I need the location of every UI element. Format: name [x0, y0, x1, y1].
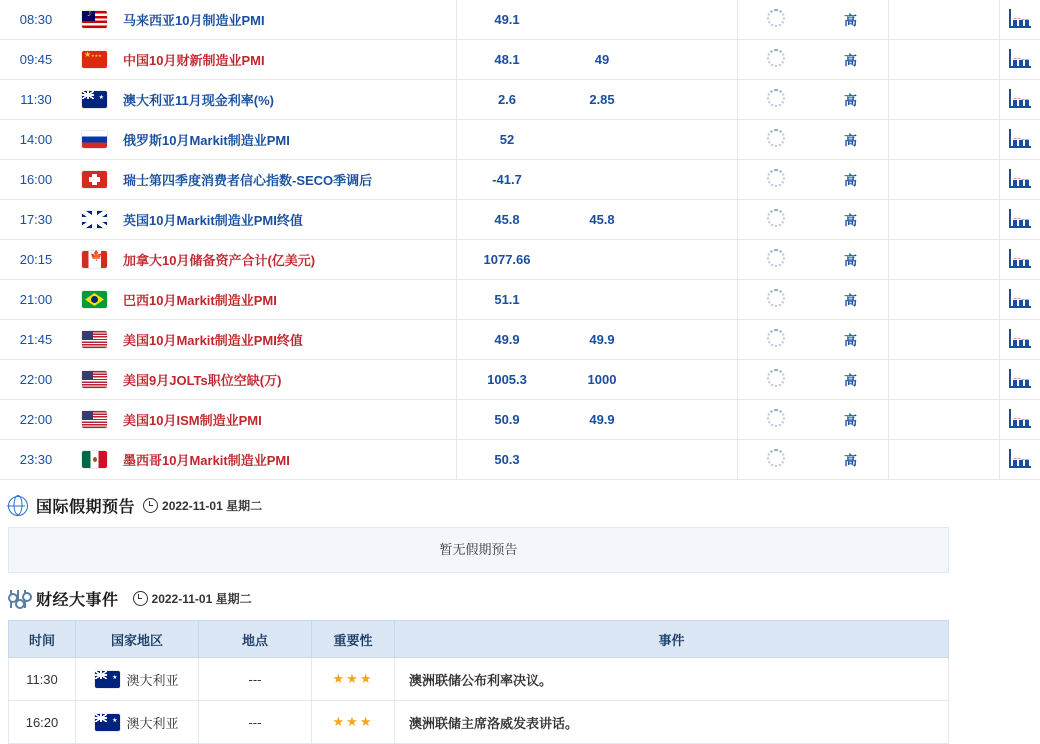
row-importance: 高 — [813, 160, 889, 200]
row-forecast — [557, 240, 647, 280]
row-actual: 52 — [457, 120, 558, 160]
flag-icon-ch — [82, 171, 107, 188]
chart-icon[interactable] — [1009, 9, 1031, 28]
row-time: 16:00 — [0, 160, 72, 200]
holiday-section-date — [143, 497, 262, 514]
importance-stars: ★★★ — [333, 714, 374, 729]
holiday-section-title: 国际假期预告 — [36, 494, 135, 517]
event-country-cell — [76, 701, 199, 744]
financial-events-table — [8, 620, 949, 744]
row-time: 22:00 — [0, 400, 72, 440]
chart-icon[interactable] — [1009, 89, 1031, 108]
row-previous — [647, 120, 738, 160]
row-previous — [647, 440, 738, 480]
row-blank-cell — [889, 240, 1000, 280]
event-link[interactable]: 美国10月Markit制造业PMI终值 — [123, 333, 303, 348]
row-blank-cell — [889, 320, 1000, 360]
row-chart-cell[interactable] — [1000, 200, 1040, 240]
flag-icon-my — [82, 11, 107, 28]
table-row — [9, 658, 949, 701]
row-loading-cell — [738, 400, 814, 440]
row-time: 14:00 — [0, 120, 72, 160]
row-actual: -41.7 — [457, 160, 558, 200]
row-forecast: 49 — [557, 40, 647, 80]
row-loading-cell — [738, 80, 814, 120]
row-forecast — [557, 120, 647, 160]
row-event-cell[interactable] — [117, 400, 457, 440]
loading-spinner-icon — [767, 209, 785, 227]
row-blank-cell — [889, 440, 1000, 480]
globe-icon — [8, 496, 28, 516]
loading-spinner-icon — [767, 289, 785, 307]
loading-spinner-icon — [767, 409, 785, 427]
holiday-date-text: 2022-11-01 星期二 — [162, 497, 262, 514]
chart-icon[interactable] — [1009, 129, 1031, 148]
row-actual: 51.1 — [457, 280, 558, 320]
loading-spinner-icon — [767, 49, 785, 67]
row-event-cell[interactable] — [117, 80, 457, 120]
row-event-cell[interactable] — [117, 120, 457, 160]
row-previous — [647, 240, 738, 280]
flag-icon-ru — [82, 131, 107, 148]
row-chart-cell[interactable] — [1000, 40, 1040, 80]
row-time: 11:30 — [0, 80, 72, 120]
event-time: 11:30 — [9, 658, 76, 701]
events-section-title: 财经大事件 — [36, 587, 119, 610]
flag-icon-br — [82, 291, 107, 308]
table-row — [0, 80, 1040, 120]
row-time: 23:30 — [0, 440, 72, 480]
holiday-section-header — [0, 480, 957, 527]
row-previous — [647, 200, 738, 240]
event-link[interactable]: 墨西哥10月Markit制造业PMI — [123, 453, 290, 468]
event-place: --- — [199, 658, 312, 701]
event-importance-cell — [312, 701, 395, 744]
row-previous — [647, 320, 738, 360]
events-header-time: 时间 — [9, 621, 76, 658]
flag-icon-gb — [82, 211, 107, 228]
row-flag-cell — [72, 40, 117, 80]
row-importance: 高 — [813, 80, 889, 120]
row-blank-cell — [889, 120, 1000, 160]
row-loading-cell — [738, 200, 814, 240]
events-header-event: 事件 — [395, 621, 949, 658]
loading-spinner-icon — [767, 449, 785, 467]
loading-spinner-icon — [767, 89, 785, 107]
table-row — [9, 701, 949, 744]
row-loading-cell — [738, 360, 814, 400]
row-chart-cell[interactable] — [1000, 0, 1040, 40]
clock-icon — [133, 591, 148, 606]
row-forecast — [557, 440, 647, 480]
events-header-importance: 重要性 — [312, 621, 395, 658]
row-time: 22:00 — [0, 360, 72, 400]
row-chart-cell[interactable] — [1000, 400, 1040, 440]
chart-icon[interactable] — [1009, 249, 1031, 268]
row-blank-cell — [889, 80, 1000, 120]
row-blank-cell — [889, 360, 1000, 400]
row-actual: 1077.66 — [457, 240, 558, 280]
row-event-cell[interactable] — [117, 280, 457, 320]
event-country-cell — [76, 658, 199, 701]
loading-spinner-icon — [767, 329, 785, 347]
chart-icon[interactable] — [1009, 449, 1031, 468]
row-blank-cell — [889, 280, 1000, 320]
row-blank-cell — [889, 40, 1000, 80]
row-actual: 49.9 — [457, 320, 558, 360]
row-previous — [647, 400, 738, 440]
table-row — [0, 0, 1040, 40]
row-forecast — [557, 160, 647, 200]
row-blank-cell — [889, 160, 1000, 200]
chart-icon[interactable] — [1009, 209, 1031, 228]
event-link[interactable]: 马来西亚10月制造业PMI — [123, 13, 265, 28]
row-time: 09:45 — [0, 40, 72, 80]
row-event-cell[interactable] — [117, 440, 457, 480]
row-forecast: 45.8 — [557, 200, 647, 240]
row-flag-cell — [72, 80, 117, 120]
row-flag-cell — [72, 240, 117, 280]
flag-icon-au — [95, 671, 120, 688]
event-time: 16:20 — [9, 701, 76, 744]
events-section-header — [0, 573, 957, 620]
row-chart-cell[interactable] — [1000, 160, 1040, 200]
row-time: 17:30 — [0, 200, 72, 240]
chart-icon[interactable] — [1009, 409, 1031, 428]
event-importance-cell — [312, 658, 395, 701]
events-header-country: 国家地区 — [76, 621, 199, 658]
row-loading-cell — [738, 320, 814, 360]
row-chart-cell[interactable] — [1000, 120, 1040, 160]
table-row — [0, 280, 1040, 320]
loading-spinner-icon — [767, 169, 785, 187]
table-row — [0, 160, 1040, 200]
row-loading-cell — [738, 240, 814, 280]
row-importance: 高 — [813, 0, 889, 40]
row-chart-cell[interactable] — [1000, 280, 1040, 320]
event-country-label: 澳大利亚 — [126, 713, 178, 732]
importance-stars: ★★★ — [333, 671, 374, 686]
loading-spinner-icon — [767, 249, 785, 267]
table-row — [0, 200, 1040, 240]
event-link[interactable]: 俄罗斯10月Markit制造业PMI — [123, 133, 290, 148]
row-importance: 高 — [813, 440, 889, 480]
row-forecast — [557, 280, 647, 320]
row-previous — [647, 0, 738, 40]
row-event-cell[interactable] — [117, 240, 457, 280]
event-link[interactable]: 瑞士第四季度消费者信心指数-SECO季调后 — [123, 173, 372, 188]
loading-spinner-icon — [767, 9, 785, 27]
event-link[interactable]: 美国10月ISM制造业PMI — [123, 413, 262, 428]
event-link[interactable]: 美国9月JOLTs职位空缺(万) — [123, 373, 281, 388]
row-forecast: 2.85 — [557, 80, 647, 120]
row-actual: 50.3 — [457, 440, 558, 480]
row-actual: 49.1 — [457, 0, 558, 40]
clock-icon — [143, 498, 158, 513]
row-importance: 高 — [813, 200, 889, 240]
chart-icon[interactable] — [1009, 49, 1031, 68]
row-event-cell[interactable] — [117, 0, 457, 40]
table-row — [0, 40, 1040, 80]
row-chart-cell[interactable] — [1000, 80, 1040, 120]
row-loading-cell — [738, 120, 814, 160]
events-header-row — [9, 621, 949, 658]
row-flag-cell — [72, 120, 117, 160]
row-forecast: 49.9 — [557, 400, 647, 440]
loading-spinner-icon — [767, 369, 785, 387]
row-chart-cell[interactable] — [1000, 320, 1040, 360]
flag-icon-au — [95, 714, 120, 731]
row-previous — [647, 280, 738, 320]
row-actual: 50.9 — [457, 400, 558, 440]
flag-icon-us — [82, 411, 107, 428]
row-importance: 高 — [813, 400, 889, 440]
events-date-text: 2022-11-01 星期二 — [152, 590, 252, 607]
row-event-cell[interactable] — [117, 40, 457, 80]
row-chart-cell[interactable] — [1000, 240, 1040, 280]
row-importance: 高 — [813, 120, 889, 160]
row-blank-cell — [889, 0, 1000, 40]
row-importance: 高 — [813, 40, 889, 80]
row-time: 21:00 — [0, 280, 72, 320]
row-actual: 2.6 — [457, 80, 558, 120]
row-loading-cell — [738, 40, 814, 80]
sliders-icon — [8, 590, 28, 608]
row-blank-cell — [889, 400, 1000, 440]
row-flag-cell — [72, 280, 117, 320]
flag-icon-au — [82, 91, 107, 108]
flag-icon-us — [82, 371, 107, 388]
chart-icon[interactable] — [1009, 169, 1031, 188]
row-flag-cell — [72, 400, 117, 440]
flag-icon-mx — [82, 451, 107, 468]
flag-icon-ca — [82, 251, 107, 268]
table-row — [0, 320, 1040, 360]
row-previous — [647, 160, 738, 200]
event-description[interactable]: 澳洲联储主席洛威发表讲话。 — [395, 701, 949, 744]
row-loading-cell — [738, 160, 814, 200]
row-blank-cell — [889, 200, 1000, 240]
row-actual: 45.8 — [457, 200, 558, 240]
row-forecast: 1000 — [557, 360, 647, 400]
row-event-cell[interactable] — [117, 360, 457, 400]
row-flag-cell — [72, 320, 117, 360]
row-actual: 48.1 — [457, 40, 558, 80]
chart-icon[interactable] — [1009, 329, 1031, 348]
row-importance: 高 — [813, 360, 889, 400]
table-row — [0, 360, 1040, 400]
row-forecast: 49.9 — [557, 320, 647, 360]
row-flag-cell — [72, 200, 117, 240]
row-time: 20:15 — [0, 240, 72, 280]
row-flag-cell — [72, 440, 117, 480]
event-link[interactable]: 加拿大10月储备资产合计(亿美元) — [123, 253, 315, 268]
table-row — [0, 240, 1040, 280]
event-link[interactable]: 中国10月财新制造业PMI — [123, 53, 265, 68]
table-row — [0, 400, 1040, 440]
row-importance: 高 — [813, 280, 889, 320]
row-flag-cell — [72, 160, 117, 200]
row-forecast — [557, 0, 647, 40]
row-previous — [647, 40, 738, 80]
row-importance: 高 — [813, 320, 889, 360]
chart-icon[interactable] — [1009, 289, 1031, 308]
events-section-date — [133, 590, 252, 607]
holiday-empty-notice: 暂无假期预告 — [8, 527, 949, 573]
row-flag-cell — [72, 360, 117, 400]
event-link[interactable]: 巴西10月Markit制造业PMI — [123, 293, 277, 308]
row-previous — [647, 80, 738, 120]
flag-icon-cn — [82, 51, 107, 68]
events-header-place: 地点 — [199, 621, 312, 658]
row-loading-cell — [738, 0, 814, 40]
row-event-cell[interactable] — [117, 200, 457, 240]
event-country-label: 澳大利亚 — [126, 670, 178, 689]
table-row — [0, 120, 1040, 160]
flag-icon-us — [82, 331, 107, 348]
row-flag-cell — [72, 0, 117, 40]
row-event-cell[interactable] — [117, 320, 457, 360]
row-chart-cell[interactable] — [1000, 440, 1040, 480]
chart-icon[interactable] — [1009, 369, 1031, 388]
event-description[interactable]: 澳洲联储公布利率决议。 — [395, 658, 949, 701]
row-previous — [647, 360, 738, 400]
loading-spinner-icon — [767, 129, 785, 147]
row-chart-cell[interactable] — [1000, 360, 1040, 400]
row-time: 21:45 — [0, 320, 72, 360]
row-actual: 1005.3 — [457, 360, 558, 400]
row-importance: 高 — [813, 240, 889, 280]
event-link[interactable]: 澳大利亚11月现金利率(%) — [123, 93, 274, 108]
row-event-cell[interactable] — [117, 160, 457, 200]
row-loading-cell — [738, 280, 814, 320]
row-loading-cell — [738, 440, 814, 480]
event-place: --- — [199, 701, 312, 744]
table-row — [0, 440, 1040, 480]
row-time: 08:30 — [0, 0, 72, 40]
event-link[interactable]: 英国10月Markit制造业PMI终值 — [123, 213, 303, 228]
